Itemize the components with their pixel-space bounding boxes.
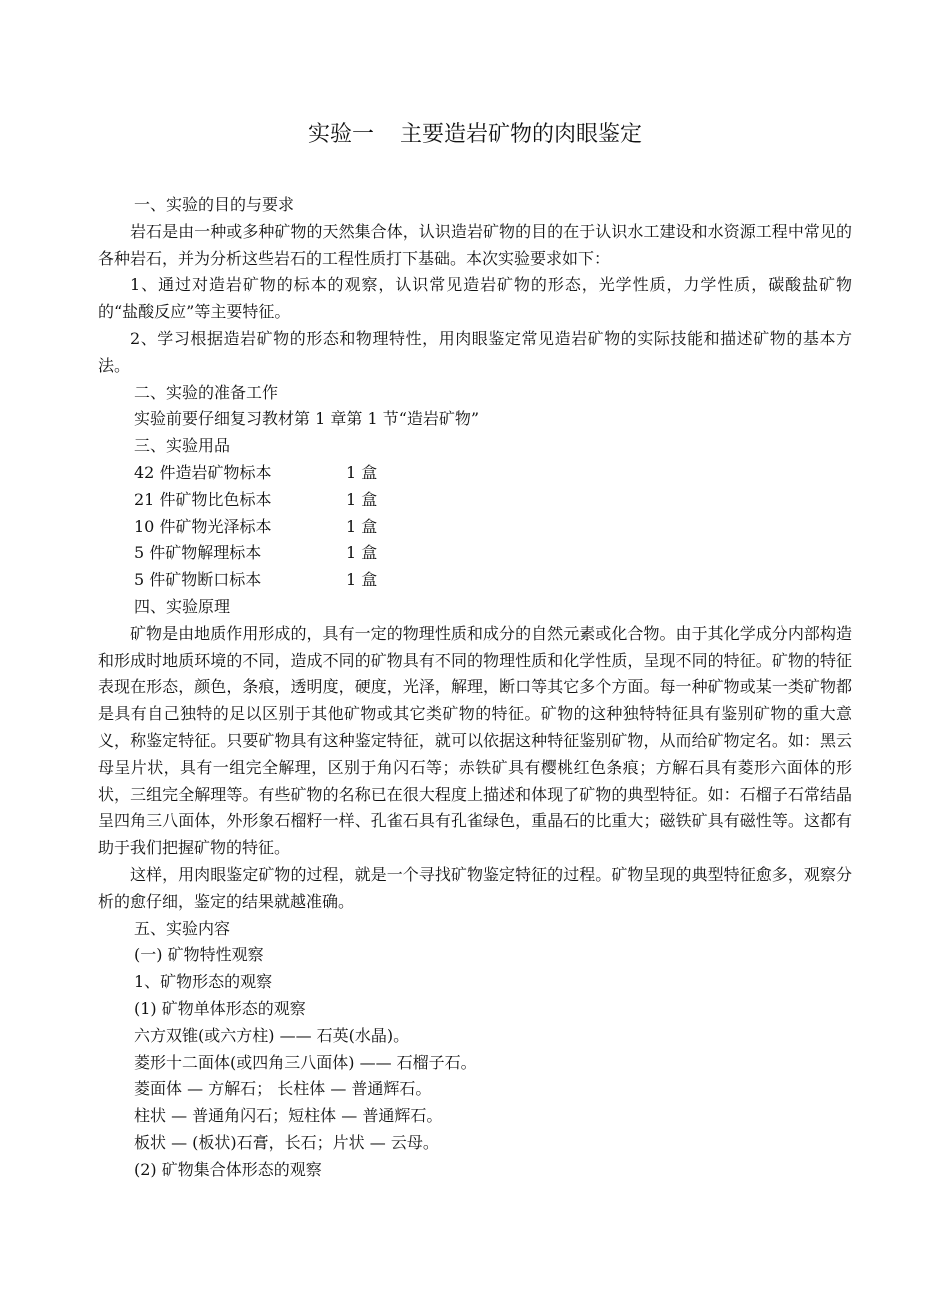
material-quantity: 1 盒: [346, 516, 378, 536]
materials-list-item: [98, 487, 852, 514]
subsection-mineral-form: 1、矿物形态的观察: [134, 972, 273, 992]
section-heading-content: 五、实验内容: [134, 918, 231, 938]
crystal-form-line: 菱面体 — 方解石； 长柱体 — 普通辉石。: [134, 1079, 432, 1099]
material-name: 5 件矿物解理标本: [134, 543, 262, 563]
subsection-mineral-properties: (一) 矿物特性观察: [134, 945, 264, 965]
title-experiment-name: 主要造岩矿物的肉眼鉴定: [400, 122, 643, 147]
requirement-2-paragraph: 2、学习根据造岩矿物的形态和物理特性，用肉眼鉴定常见造岩矿物的实际技能和描述矿物的基本方法。: [98, 328, 852, 375]
materials-list-item: [98, 514, 852, 541]
preparation-text: 实验前要仔细复习教材第 1 章第 1 节“造岩矿物”: [134, 409, 480, 429]
requirement-1-paragraph: 1、通过对造岩矿物的标本的观察，认识常见造岩矿物的形态，光学性质，力学性质，碳酸盐矿物的“盐酸反应”等主要特征。: [98, 275, 852, 322]
material-name: 5 件矿物断口标本: [134, 570, 262, 590]
section-heading-materials: 三、实验用品: [134, 436, 231, 456]
material-quantity: 1 盒: [346, 570, 378, 590]
crystal-form-line: 菱形十二面体(或四角三八面体) —— 石榴子石。: [134, 1052, 477, 1072]
subsection-aggregate-form: (2) 矿物集合体形态的观察: [134, 1159, 322, 1179]
crystal-form-line: 柱状 — 普通角闪石；短柱体 — 普通辉石。: [134, 1106, 443, 1126]
materials-list-item: [98, 540, 852, 567]
principle-paragraph-1: 矿物是由地质作用形成的，具有一定的物理性质和成分的自然元素或化合物。由于其化学成分内部构造和形成时地质环境的不同，造成不同的矿物具有不同的物理性质和化学性质，呈现不同的特征。矿物的特征表现在形态，颜色，条痕，透明度，硬度，光泽，解理，断口等其它多个方面。每一种矿物或某一类矿物都是具有自己独特的足以区别于其他矿物或其它类矿物的特征。矿物的这种独特特征具有鉴别矿物的重大意义，称鉴定特征。只要矿物具有这种鉴定特征，就可以依据这种特征鉴别矿物，从而给矿物定名。如：黑云母呈片状，具有一组完全解理，区别于角闪石等；赤铁矿具有樱桃红色条痕；方解石具有菱形六面体的形状，三组完全解理等。有些矿物的名称已在很大程度上描述和体现了矿物的典型特征。如：石榴子石常结晶呈四角三八面体，外形象石榴籽一样、孔雀石具有孔雀绿色，重晶石的比重大；磁铁矿具有磁性等。这都有助于我们把握矿物的特征。: [98, 623, 852, 858]
purpose-intro-paragraph: 岩石是由一种或多种矿物的天然集合体，认识造岩矿物的目的在于认识水工建设和水资源工程中常见的各种岩石，并为分析这些岩石的工程性质打下基础。本次实验要求如下：: [98, 221, 852, 268]
section-heading-principle: 四、实验原理: [134, 596, 231, 616]
section-heading-purpose: 一、实验的目的与要求: [134, 195, 295, 214]
crystal-form-line: 六方双锥(或六方柱) —— 石英(水晶)。: [134, 1025, 410, 1045]
materials-list-item: [98, 460, 852, 487]
material-name: 42 件造岩矿物标本: [134, 462, 272, 482]
section-heading-preparation: 二、实验的准备工作: [134, 382, 279, 402]
material-name: 21 件矿物比色标本: [134, 489, 272, 509]
materials-list-item: [98, 567, 852, 594]
document-body: [98, 192, 852, 1183]
subsection-single-crystal-form: (1) 矿物单体形态的观察: [134, 998, 306, 1018]
material-quantity: 1 盒: [346, 462, 378, 482]
material-name: 10 件矿物光泽标本: [134, 516, 272, 536]
page-title: [0, 118, 950, 152]
crystal-form-line: 板状 — (板状)石膏，长石；片状 — 云母。: [134, 1132, 439, 1152]
material-quantity: 1 盒: [346, 543, 378, 563]
title-experiment-number: 实验一: [307, 122, 374, 147]
material-quantity: 1 盒: [346, 489, 378, 509]
principle-paragraph-2: 这样，用肉眼鉴定矿物的过程，就是一个寻找矿物鉴定特征的过程。矿物呈现的典型特征愈多，观察分析的愈仔细，鉴定的结果就越准确。: [98, 864, 852, 911]
